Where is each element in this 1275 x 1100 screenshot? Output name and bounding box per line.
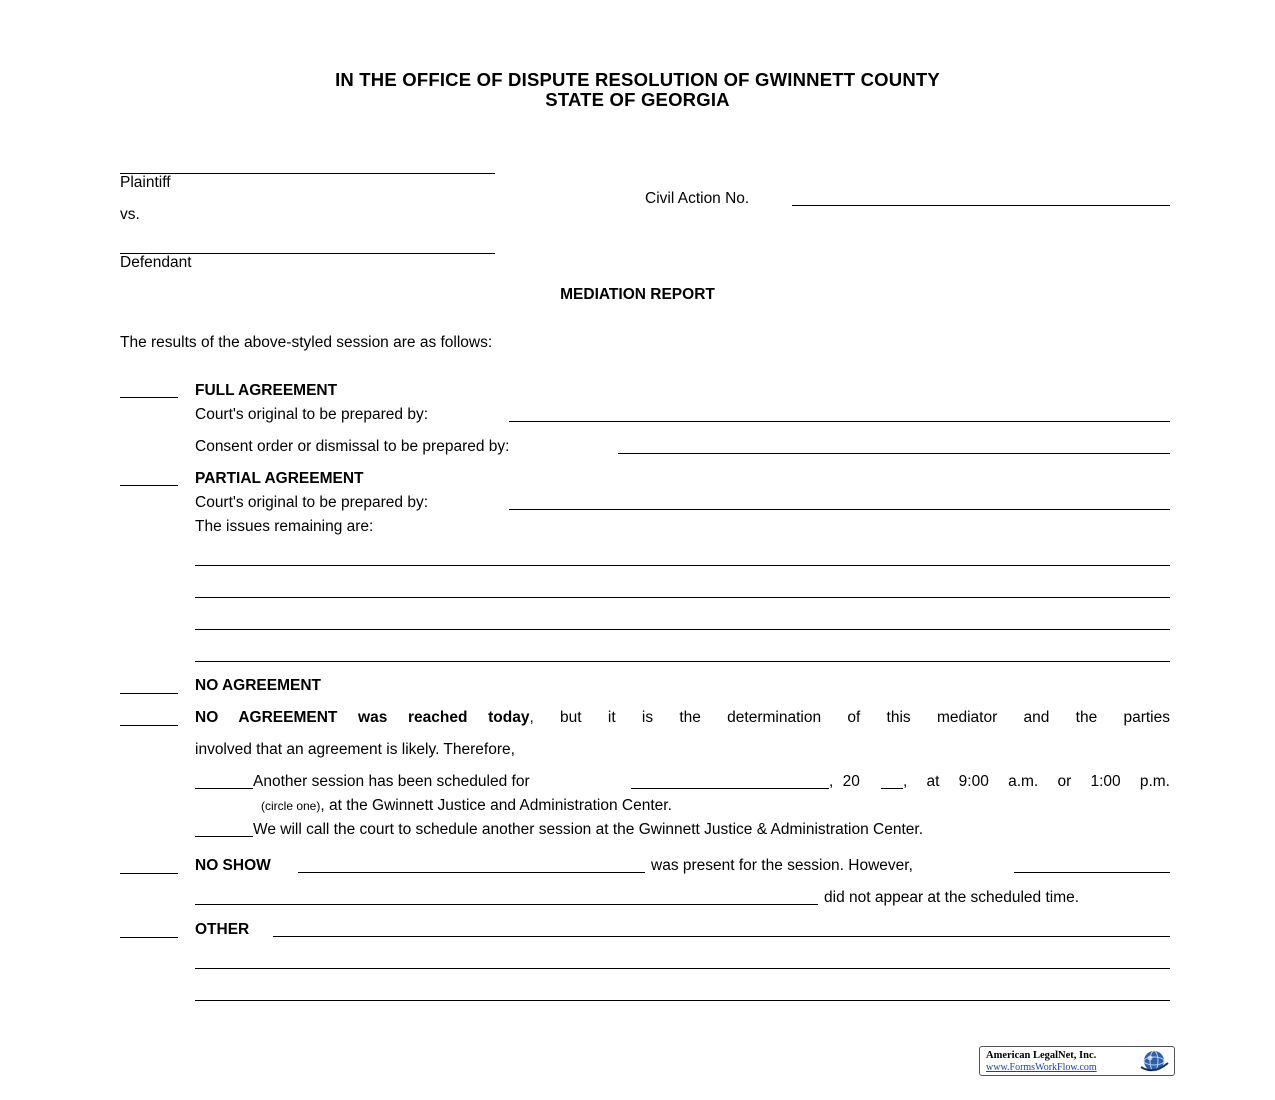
court-heading-line2: STATE OF GEORGIA bbox=[545, 89, 730, 110]
civil-action-label: Civil Action No. bbox=[645, 190, 750, 207]
court-heading-line1: IN THE OFFICE OF DISPUTE RESOLUTION OF GWINNETT COUNTY bbox=[335, 69, 940, 90]
civil-action-number-field[interactable] bbox=[792, 205, 1170, 206]
absent-party-field-a[interactable] bbox=[1014, 872, 1170, 873]
plaintiff-label: Plaintiff bbox=[120, 174, 171, 191]
session-date-field[interactable] bbox=[631, 788, 829, 789]
year-suffix-field[interactable] bbox=[881, 788, 903, 789]
logo-company-name: American LegalNet, Inc. bbox=[986, 1050, 1097, 1061]
absent-party-field-b[interactable] bbox=[195, 904, 818, 905]
logo-url[interactable]: www.FormsWorkFlow.com bbox=[986, 1062, 1097, 1073]
another-session-label: Another session has been scheduled for bbox=[253, 773, 530, 790]
no-agreement-checkbox-blank[interactable] bbox=[120, 693, 178, 694]
was-present-text: was present for the session. However, bbox=[651, 857, 913, 874]
call-court-text: We will call the court to schedule another session at the Gwinnett Justice & Administration Center. bbox=[253, 821, 923, 838]
did-not-appear-text: did not appear at the scheduled time. bbox=[824, 889, 1080, 906]
consent-order-field[interactable] bbox=[618, 453, 1170, 454]
consent-order-label: Consent order or dismissal to be prepared by: bbox=[195, 438, 510, 455]
partial-courts-original-label: Court's original to be prepared by: bbox=[195, 494, 429, 511]
other-heading: OTHER bbox=[195, 921, 250, 938]
circle-one-note: (circle one) bbox=[261, 799, 321, 813]
full-agreement-checkbox-blank[interactable] bbox=[120, 397, 178, 398]
issues-line-2[interactable] bbox=[195, 597, 1170, 598]
issues-line-3[interactable] bbox=[195, 629, 1170, 630]
vs-label: vs. bbox=[120, 206, 140, 223]
other-line-2[interactable] bbox=[195, 968, 1170, 969]
other-checkbox-blank[interactable] bbox=[120, 937, 178, 938]
partial-agreement-heading: PARTIAL AGREEMENT bbox=[195, 470, 364, 487]
present-party-field[interactable] bbox=[298, 872, 645, 873]
call-court-blank[interactable] bbox=[195, 836, 253, 837]
no-agreement-today-lead: NO AGREEMENT was reached today bbox=[195, 709, 530, 726]
full-courts-original-label: Court's original to be prepared by: bbox=[195, 406, 429, 423]
no-show-checkbox-blank[interactable] bbox=[120, 873, 178, 874]
no-agreement-heading: NO AGREEMENT bbox=[195, 677, 322, 694]
partial-agreement-checkbox-blank[interactable] bbox=[120, 485, 178, 486]
no-agreement-today-rest: , but it is the determination of this mediator and the parties bbox=[529, 709, 1170, 726]
session-time-options: , at 9:00 a.m. or 1:00 p.m. bbox=[903, 773, 1170, 790]
american-legalnet-logo[interactable] bbox=[979, 1046, 1175, 1076]
other-line-3[interactable] bbox=[195, 1000, 1170, 1001]
issues-line-4[interactable] bbox=[195, 661, 1170, 662]
full-courts-original-field[interactable] bbox=[509, 421, 1170, 422]
justice-center-text: , at the Gwinnett Justice and Administration Center. bbox=[320, 797, 672, 814]
no-agreement-today-line1 bbox=[195, 709, 1170, 727]
intro-text: The results of the above-styled session are as follows: bbox=[120, 334, 493, 351]
defendant-label: Defendant bbox=[120, 254, 192, 271]
full-agreement-heading: FULL AGREEMENT bbox=[195, 382, 338, 399]
issues-line-1[interactable] bbox=[195, 565, 1170, 566]
globe-icon bbox=[1138, 1049, 1170, 1073]
year-prefix: , 20 bbox=[829, 773, 860, 790]
another-session-blank[interactable] bbox=[195, 788, 253, 789]
plaintiff-line[interactable] bbox=[120, 173, 495, 174]
partial-courts-original-field[interactable] bbox=[509, 509, 1170, 510]
no-agreement-today-line2: involved that an agreement is likely. Therefore, bbox=[195, 741, 515, 758]
no-agreement-today-checkbox-blank[interactable] bbox=[120, 725, 178, 726]
report-title: MEDIATION REPORT bbox=[560, 286, 715, 303]
other-line-1[interactable] bbox=[273, 936, 1170, 937]
no-show-heading: NO SHOW bbox=[195, 857, 271, 874]
option1-line2 bbox=[261, 797, 672, 815]
issues-remaining-label: The issues remaining are: bbox=[195, 518, 374, 535]
